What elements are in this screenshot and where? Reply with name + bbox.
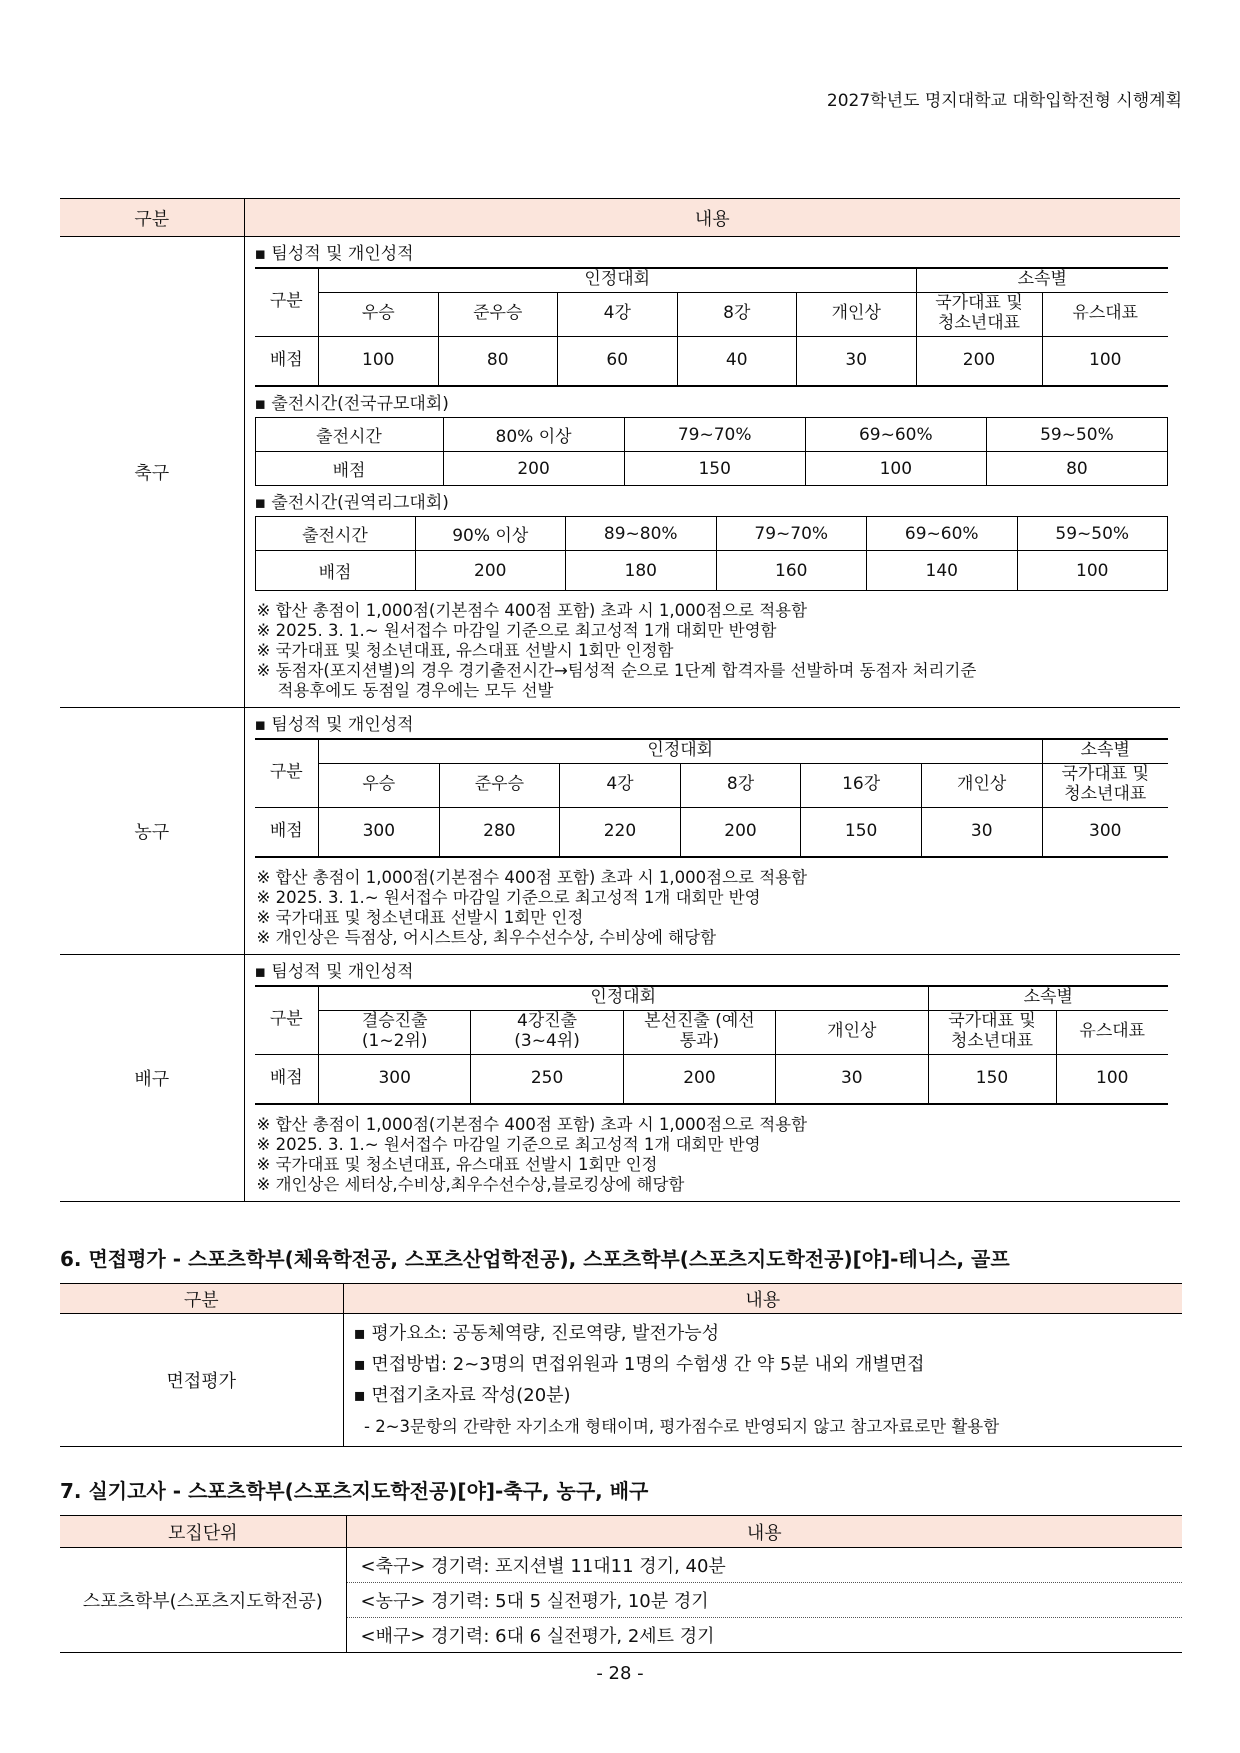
col-cell: 개인상 xyxy=(921,763,1042,807)
volleyball-label: 배구 xyxy=(60,955,244,1202)
col-cell: 유스대표 xyxy=(1042,292,1168,336)
time-col: 59~50% xyxy=(1017,517,1168,551)
page-header: 2027학년도 명지대학교 대학입학전형 시행계획 xyxy=(826,91,1182,111)
group-header: 인정대회 xyxy=(319,986,929,1010)
practical-test-table xyxy=(60,1515,1182,1653)
score-label: 배점 xyxy=(255,452,443,486)
interview-item: ▪ 면접기초자료 작성(20분) xyxy=(353,1385,571,1406)
basketball-row xyxy=(60,708,1180,955)
practical-label: 스포츠학부(스포츠지도학전공) xyxy=(60,1548,346,1653)
score-cell: 280 xyxy=(439,807,560,857)
score-cell: 150 xyxy=(801,807,922,857)
score-cell: 200 xyxy=(415,551,566,591)
score-cell: 60 xyxy=(558,336,678,386)
group-header: 인정대회 xyxy=(319,268,917,292)
gubun-cell: 구분 xyxy=(255,739,319,807)
time-col: 69~60% xyxy=(867,517,1018,551)
score-cell: 100 xyxy=(1017,551,1168,591)
score-label: 배점 xyxy=(255,1054,319,1104)
col-cell: 국가대표 및 청소년대표 xyxy=(916,292,1042,336)
score-cell: 80 xyxy=(986,452,1167,486)
basketball-notes xyxy=(255,862,1169,950)
note-line: ※ 2025. 3. 1.~ 원서접수 마감일 기준으로 최고성적 1개 대회만 반영 xyxy=(256,1135,761,1154)
score-cell: 160 xyxy=(716,551,867,591)
soccer-team-table xyxy=(255,267,1169,387)
time-label: 출전시간 xyxy=(255,418,443,452)
score-cell: 180 xyxy=(566,551,717,591)
group-header: 인정대회 xyxy=(319,739,1043,763)
group-header: 소속별 xyxy=(928,986,1168,1010)
gubun-cell: 구분 xyxy=(255,268,319,336)
note-line: ※ 국가대표 및 청소년대표 선발시 1회만 인정 xyxy=(256,908,584,927)
col-header-unit: 모집단위 xyxy=(60,1516,346,1548)
score-cell: 40 xyxy=(677,336,797,386)
soccer-time2-title: ▪ 출전시간(권역리그대회) xyxy=(254,493,449,513)
score-cell: 30 xyxy=(797,336,917,386)
score-cell: 30 xyxy=(776,1054,928,1104)
score-cell: 100 xyxy=(1042,336,1168,386)
col-cell: 16강 xyxy=(801,763,922,807)
col-cell: 본선진출 (예선통과) xyxy=(623,1010,775,1054)
interview-item: ▪ 면접방법: 2~3명의 면접위원과 1명의 수험생 간 약 5분 내외 개별면접 xyxy=(353,1354,925,1375)
col-header-content: 내용 xyxy=(346,1516,1182,1548)
soccer-time1-table xyxy=(255,417,1169,486)
note-line: ※ 국가대표 및 청소년대표, 유스대표 선발시 1회만 인정 xyxy=(256,1155,658,1174)
interview-label: 면접평가 xyxy=(60,1314,343,1447)
score-label: 배점 xyxy=(255,807,319,857)
col-cell: 8강 xyxy=(680,763,801,807)
note-line: ※ 개인상은 세터상,수비상,최우수선수상,블로킹상에 해당함 xyxy=(256,1175,685,1194)
col-header-content: 내용 xyxy=(244,199,1180,237)
soccer-row xyxy=(60,237,1180,708)
col-cell: 유스대표 xyxy=(1056,1010,1168,1054)
time-col: 79~70% xyxy=(624,418,805,452)
time-col: 79~70% xyxy=(716,517,867,551)
score-cell: 220 xyxy=(560,807,681,857)
section6-title: 6. 면접평가 - 스포츠학부(체육학전공, 스포츠산업학전공), 스포츠학부(스포츠지도학전공)[야]-테니스, 골프 xyxy=(60,1247,1010,1271)
sports-score-table xyxy=(60,198,1180,1202)
note-line: ※ 합산 총점이 1,000점(기본점수 400점 포함) 초과 시 1,000점으로 적용함 xyxy=(256,868,808,887)
basketball-label: 농구 xyxy=(60,708,244,955)
time-col: 80% 이상 xyxy=(443,418,624,452)
col-cell: 우승 xyxy=(319,292,439,336)
score-cell: 140 xyxy=(867,551,1018,591)
col-cell: 우승 xyxy=(319,763,440,807)
section7-title: 7. 실기고사 - 스포츠학부(스포츠지도학전공)[야]-축구, 농구, 배구 xyxy=(60,1479,649,1503)
col-cell: 국가대표 및 청소년대표 xyxy=(1042,763,1168,807)
col-cell: 준우승 xyxy=(438,292,558,336)
practical-item: <축구> 경기력: 포지션별 11대11 경기, 40분 xyxy=(346,1548,1182,1583)
note-line: ※ 2025. 3. 1.~ 원서접수 마감일 기준으로 최고성적 1개 대회만 반영 xyxy=(256,888,761,907)
interview-item: - 2~3문항의 간략한 자기소개 형태이며, 평가점수로 반영되지 않고 참고자료로만 활용함 xyxy=(353,1417,1000,1436)
page-number: - 28 - xyxy=(596,1663,644,1684)
group-header: 소속별 xyxy=(916,268,1168,292)
soccer-notes xyxy=(255,595,1169,703)
note-line: ※ 동점자(포지션별)의 경우 경기출전시간→팀성적 순으로 1단계 합격자를 선발하며 동점자 처리기준 xyxy=(256,661,977,680)
volleyball-row xyxy=(60,955,1180,1202)
score-cell: 300 xyxy=(319,807,440,857)
soccer-time2-table xyxy=(255,516,1169,591)
soccer-team-title: ▪ 팀성적 및 개인성적 xyxy=(254,244,414,264)
interview-content xyxy=(343,1314,1182,1447)
time-col: 59~50% xyxy=(986,418,1167,452)
note-line: ※ 국가대표 및 청소년대표, 유스대표 선발시 1회만 인정함 xyxy=(256,641,674,660)
col-cell: 결승진출 (1~2위) xyxy=(319,1010,471,1054)
note-line: ※ 개인상은 득점상, 어시스트상, 최우수선수상, 수비상에 해당함 xyxy=(256,928,717,947)
note-line: ※ 합산 총점이 1,000점(기본점수 400점 포함) 초과 시 1,000점으로 적용함 xyxy=(256,601,808,620)
volleyball-team-table xyxy=(255,985,1169,1105)
soccer-label: 축구 xyxy=(60,237,244,708)
col-cell: 8강 xyxy=(677,292,797,336)
group-header: 소속별 xyxy=(1042,739,1168,763)
score-label: 배점 xyxy=(255,336,319,386)
col-cell: 4강 xyxy=(558,292,678,336)
col-header-gubun: 구분 xyxy=(60,1284,343,1314)
soccer-time1-title: ▪ 출전시간(전국규모대회) xyxy=(254,394,449,414)
col-cell: 개인상 xyxy=(797,292,917,336)
volleyball-notes xyxy=(255,1109,1169,1197)
gubun-cell: 구분 xyxy=(255,986,319,1054)
score-cell: 150 xyxy=(624,452,805,486)
col-header-content: 내용 xyxy=(343,1284,1182,1314)
col-cell: 국가대표 및 청소년대표 xyxy=(928,1010,1056,1054)
col-cell: 4강 xyxy=(560,763,681,807)
col-cell: 4강진출 (3~4위) xyxy=(471,1010,623,1054)
score-cell: 80 xyxy=(438,336,558,386)
score-cell: 200 xyxy=(680,807,801,857)
time-label: 출전시간 xyxy=(255,517,415,551)
col-cell: 개인상 xyxy=(776,1010,928,1054)
note-line: 적용후에도 동점일 경우에는 모두 선발 xyxy=(256,681,554,700)
practical-item: <농구> 경기력: 5대 5 실전평가, 10분 경기 xyxy=(346,1583,1182,1618)
time-col: 89~80% xyxy=(566,517,717,551)
note-line: ※ 2025. 3. 1.~ 원서접수 마감일 기준으로 최고성적 1개 대회만 반영함 xyxy=(256,621,777,640)
score-cell: 30 xyxy=(921,807,1042,857)
basketball-team-title: ▪ 팀성적 및 개인성적 xyxy=(254,715,414,735)
interview-table xyxy=(60,1283,1182,1447)
time-col: 90% 이상 xyxy=(415,517,566,551)
score-cell: 200 xyxy=(916,336,1042,386)
basketball-team-table xyxy=(255,738,1169,858)
score-cell: 200 xyxy=(623,1054,775,1104)
time-col: 69~60% xyxy=(805,418,986,452)
score-cell: 100 xyxy=(1056,1054,1168,1104)
note-line: ※ 합산 총점이 1,000점(기본점수 400점 포함) 초과 시 1,000점으로 적용함 xyxy=(256,1115,808,1134)
practical-item: <배구> 경기력: 6대 6 실전평가, 2세트 경기 xyxy=(346,1618,1182,1653)
score-cell: 300 xyxy=(1042,807,1168,857)
score-cell: 200 xyxy=(443,452,624,486)
interview-item: ▪ 평가요소: 공동체역량, 진로역량, 발전가능성 xyxy=(353,1323,720,1344)
col-header-gubun: 구분 xyxy=(60,199,244,237)
volleyball-team-title: ▪ 팀성적 및 개인성적 xyxy=(254,962,414,982)
score-label: 배점 xyxy=(255,551,415,591)
score-cell: 300 xyxy=(319,1054,471,1104)
score-cell: 100 xyxy=(805,452,986,486)
score-cell: 150 xyxy=(928,1054,1056,1104)
score-cell: 100 xyxy=(319,336,439,386)
score-cell: 250 xyxy=(471,1054,623,1104)
col-cell: 준우승 xyxy=(439,763,560,807)
